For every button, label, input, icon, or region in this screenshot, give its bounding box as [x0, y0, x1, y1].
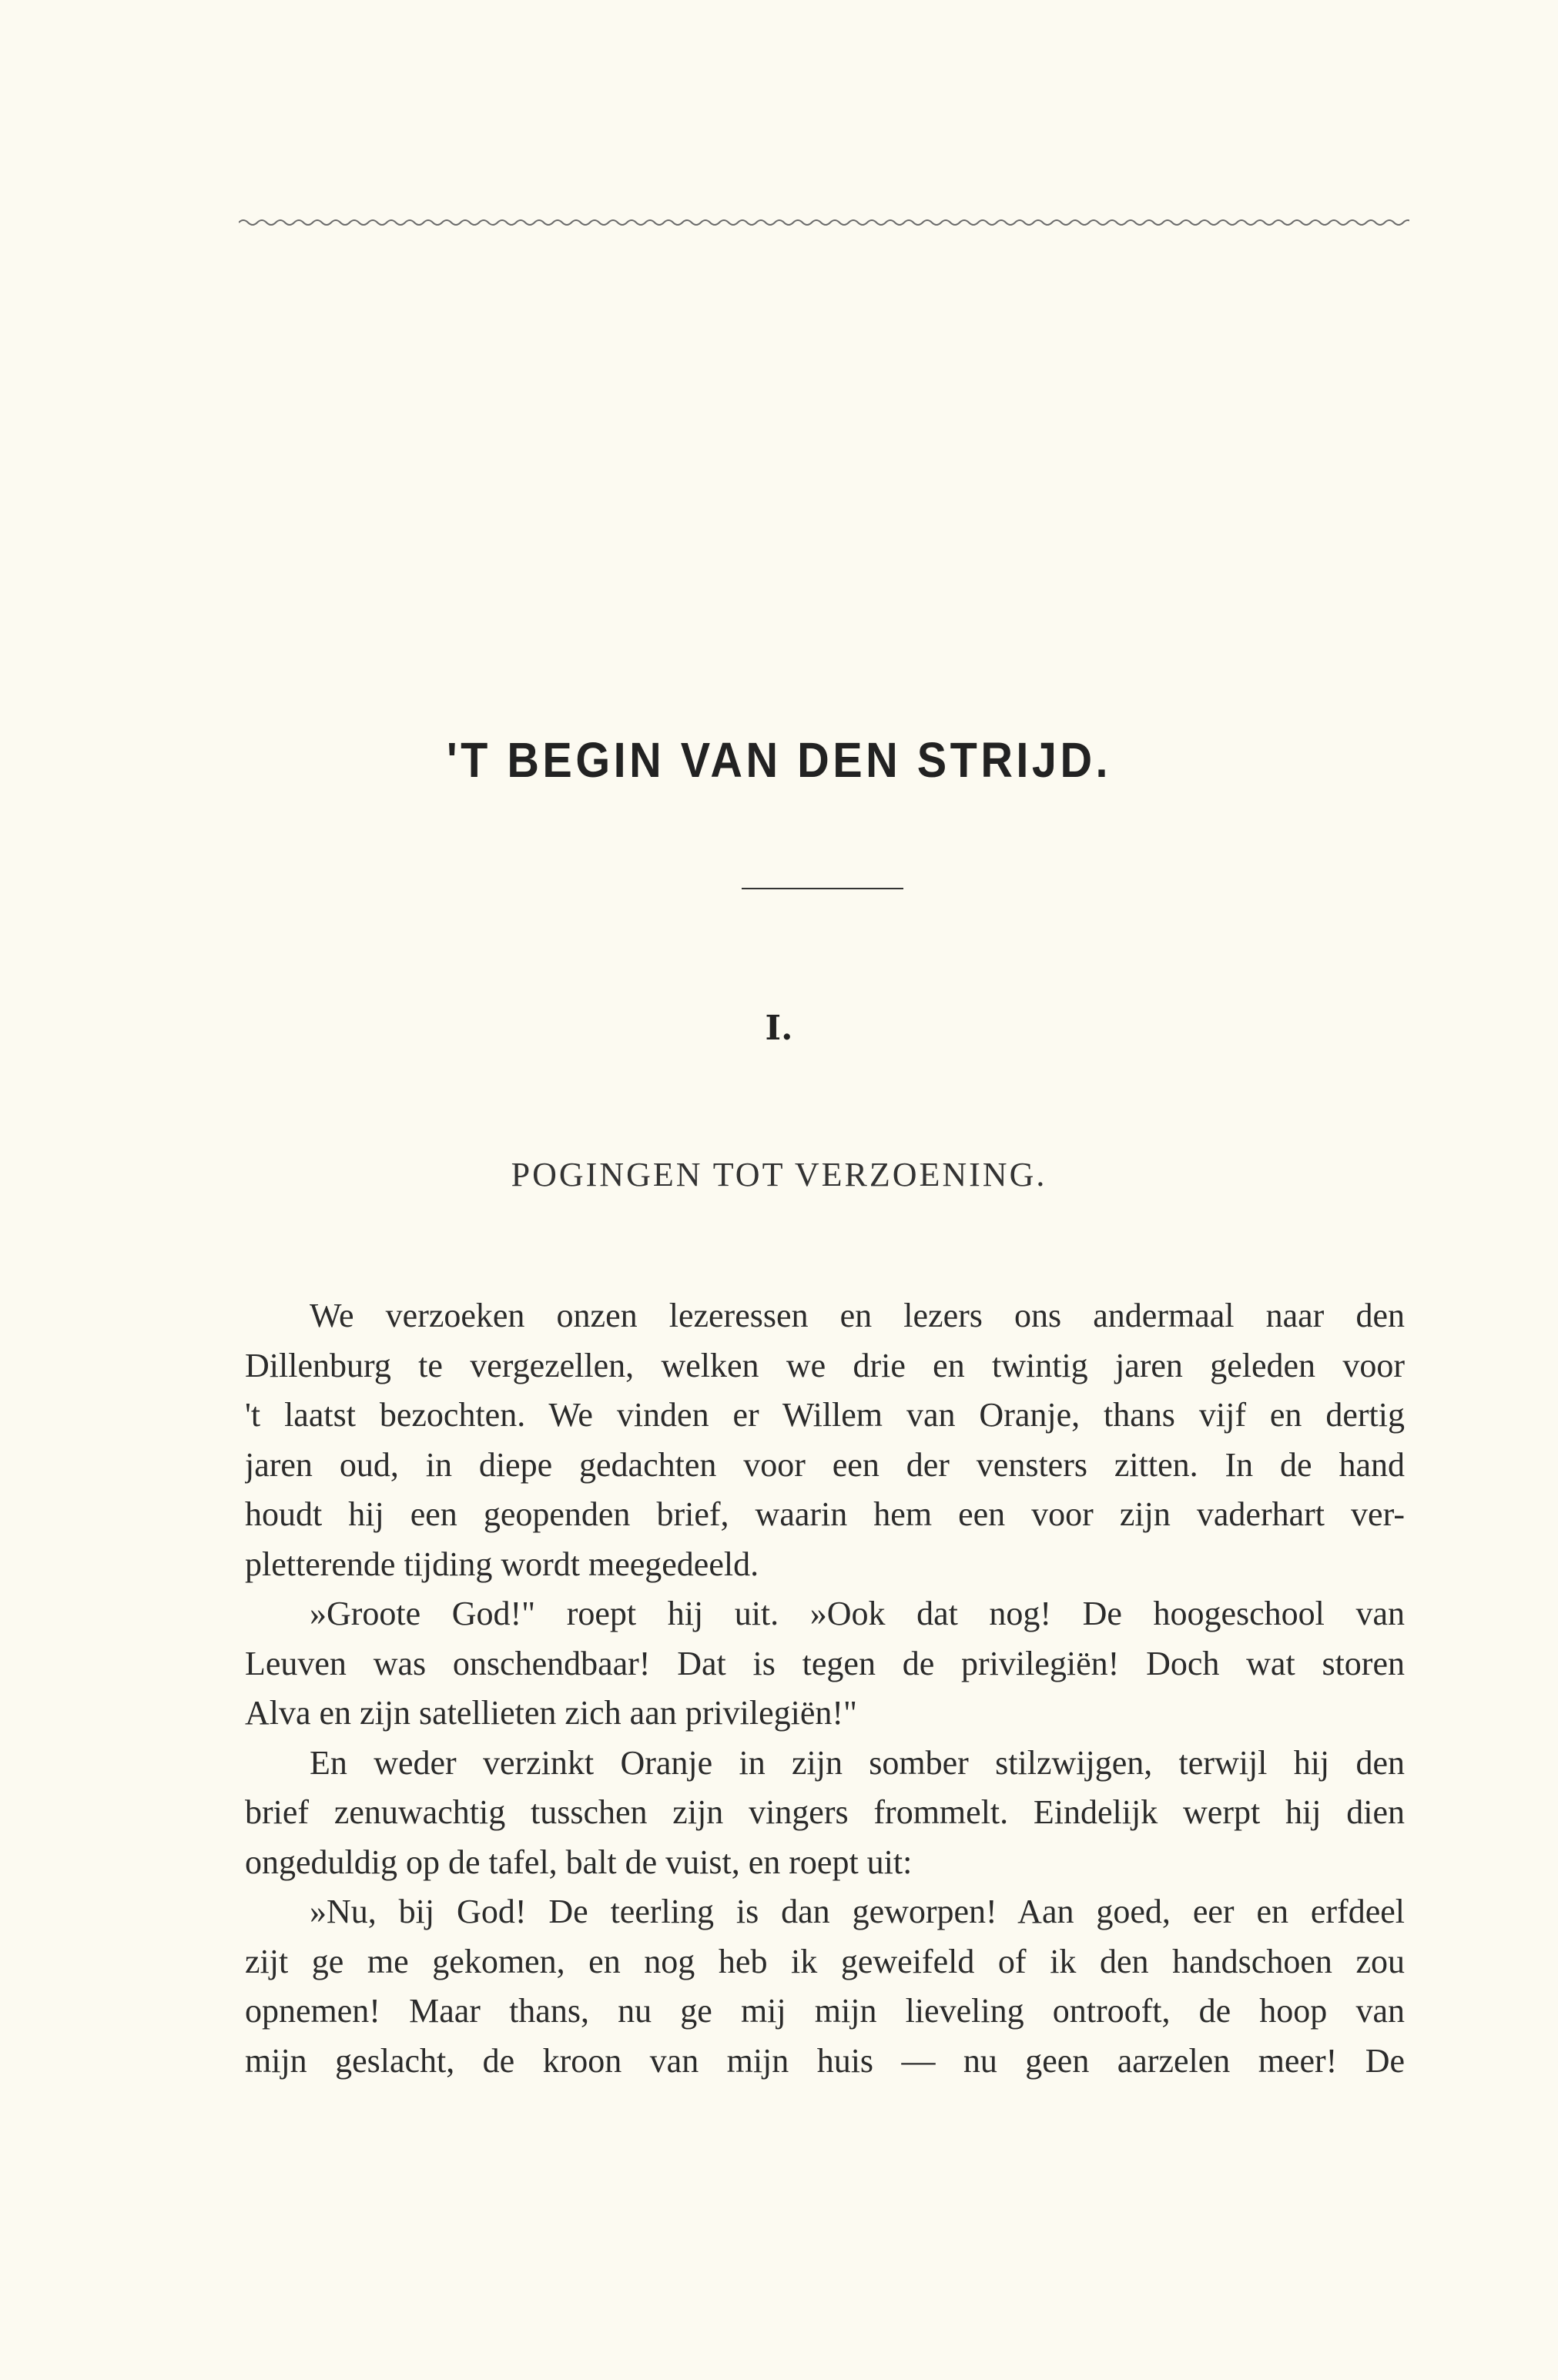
- text-line: 't laatst bezochten. We vinden er Willem van Oranje, thans vijf en dertig: [245, 1396, 1405, 1434]
- text-line: zijt ge me gekomen, en nog heb ik geweifeld of ik den handschoen zou: [245, 1942, 1405, 1980]
- title-divider: [742, 888, 903, 889]
- text-line: opnemen! Maar thans, nu ge mij mijn lieveling ontrooft, de hoop van: [245, 1992, 1405, 2030]
- text-line: jaren oud, in diepe gedachten voor een der vensters zitten. In de hand: [245, 1445, 1405, 1484]
- text-line: Leuven was onschendbaar! Dat is tegen de privilegiën! Doch wat storen: [245, 1644, 1405, 1682]
- page-title: 'T BEGIN VAN DEN STRIJD.: [446, 732, 1112, 788]
- text-line: mijn geslacht, de kroon van mijn huis — nu geen aarzelen meer! De: [245, 2041, 1405, 2080]
- text-line: »Nu, bij God! De teerling is dan geworpen! Aan goed, eer en erfdeel: [310, 1893, 1405, 1930]
- text-line: Alva en zijn satellieten zich aan privilegiën!": [245, 1694, 857, 1732]
- chapter-title: POGINGEN TOT VERZOENING.: [511, 1156, 1047, 1193]
- text-line: houdt hij een geopenden brief, waarin hem een voor zijn vaderhart ver-: [245, 1495, 1405, 1533]
- text-line: Dillenburg te vergezellen, welken we drie en twintig jaren geleden voor: [245, 1346, 1405, 1384]
- chapter-number: I.: [765, 1009, 793, 1048]
- decorative-wavy-rule: [239, 217, 1409, 228]
- text-line: We verzoeken onzen lezeressen en lezers ons andermaal naar den: [310, 1297, 1405, 1334]
- body-text: [245, 1291, 1405, 2086]
- text-line: pletterende tijding wordt meegedeeld.: [245, 1545, 759, 1583]
- text-line: »Groote God!" roept hij uit. »Ook dat nog! De hoogeschool van: [310, 1595, 1405, 1632]
- text-line: En weder verzinkt Oranje in zijn somber stilzwijgen, terwijl hij den: [310, 1743, 1405, 1782]
- text-line: brief zenuwachtig tusschen zijn vingers frommelt. Eindelijk werpt hij dien: [245, 1793, 1405, 1831]
- text-line: ongeduldig op de tafel, balt de vuist, en roept uit:: [245, 1843, 913, 1881]
